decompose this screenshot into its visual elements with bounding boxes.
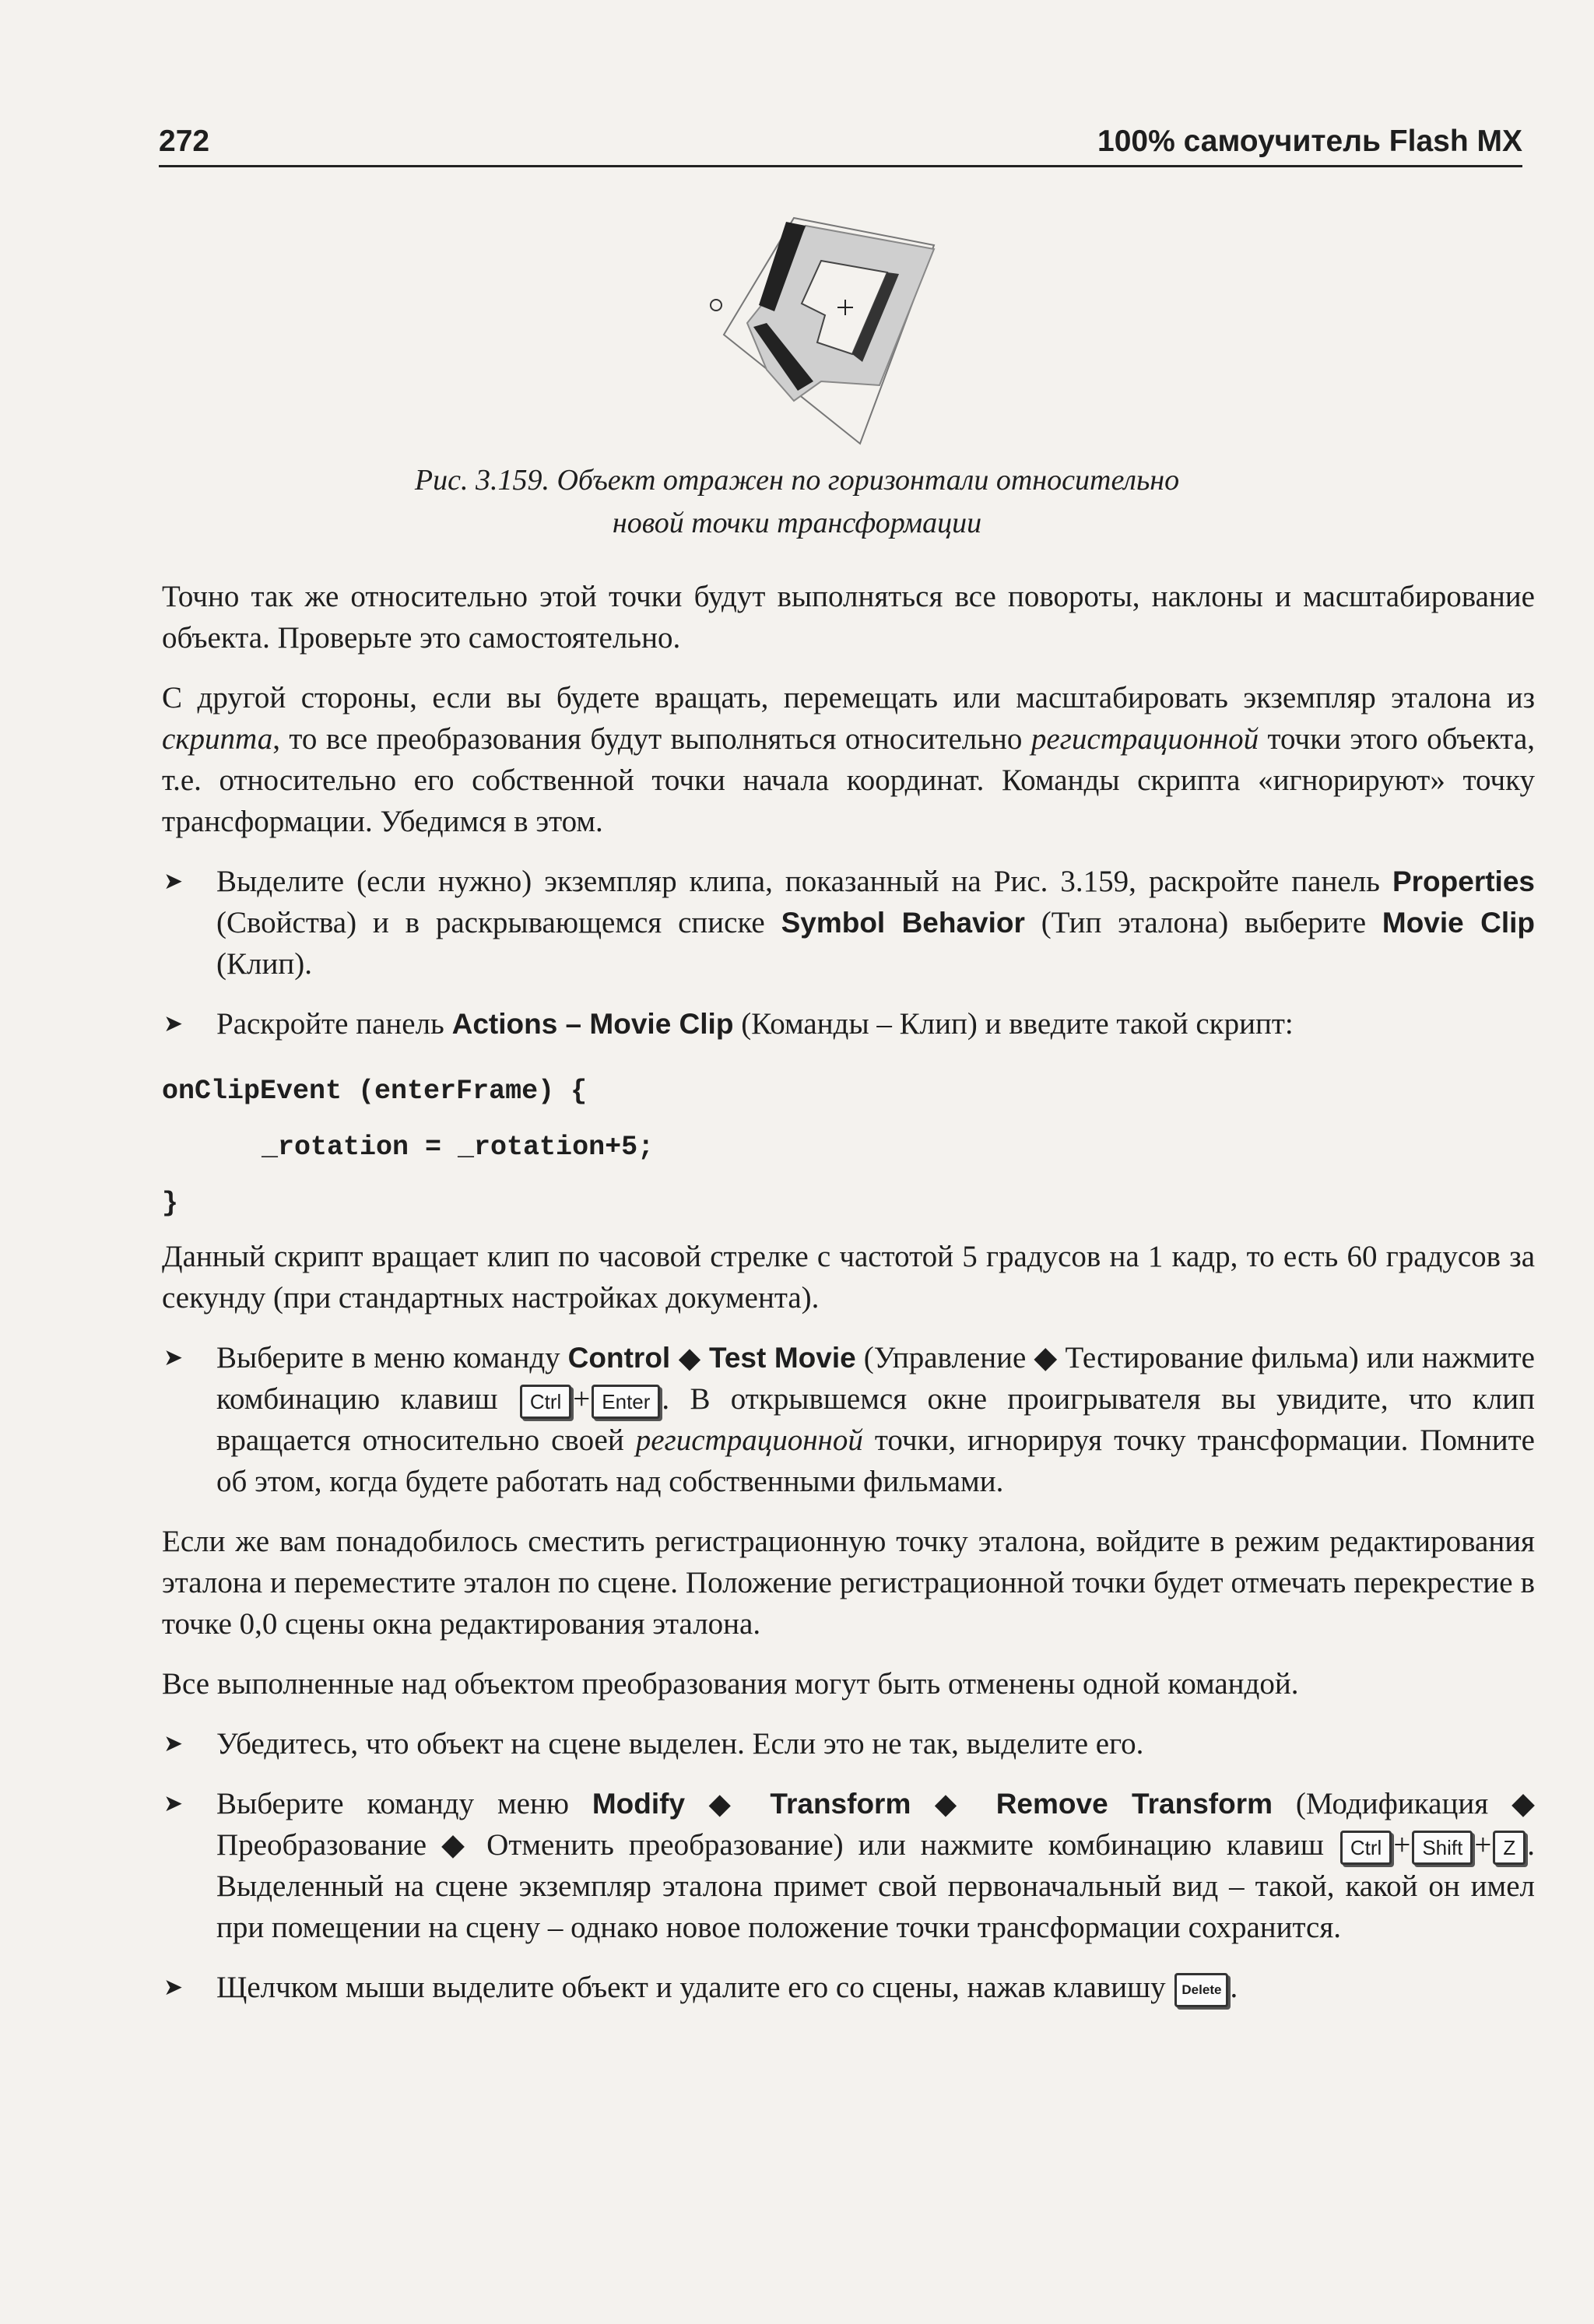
bullet-item-1: ➤ Выделите (если нужно) экземпляр клипа, показанный на Рис. 3.159, раскройте панель Properties (Свойства) и в раскрывающемся списке Symbol Behavior (Тип эталона) выберите Movie Clip (Клип). bbox=[162, 861, 1535, 985]
code-line-3: } bbox=[162, 1188, 179, 1219]
delete-key-icon: Delete bbox=[1174, 1973, 1228, 2007]
transformation-point bbox=[711, 300, 722, 311]
ctrl-key-icon: Ctrl bbox=[1340, 1831, 1392, 1865]
code-line-1: onClipEvent (enterFrame) { bbox=[162, 1076, 588, 1107]
page-header bbox=[159, 117, 1522, 167]
bullet-item-6: ➤ Щелчком мыши выделите объект и удалите его со сцены, нажав клавишу Delete . bbox=[162, 1967, 1535, 2008]
caption-line-2: новой точки трансформации bbox=[612, 507, 982, 539]
bullet-item-4: ➤ Убедитесь, что объект на сцене выделен. Если это не так, выделите его. bbox=[162, 1723, 1535, 1764]
bullet-arrow-icon: ➤ bbox=[163, 868, 184, 895]
enter-key-icon: Enter bbox=[592, 1385, 660, 1419]
bullet-arrow-icon: ➤ bbox=[163, 1974, 184, 2001]
figure-reflected-object bbox=[700, 187, 996, 451]
bullet-arrow-icon: ➤ bbox=[163, 1344, 184, 1371]
bullet-arrow-icon: ➤ bbox=[163, 1730, 184, 1757]
paragraph-5: Все выполненные над объектом преобразования могут быть отменены одной командой. bbox=[162, 1667, 1299, 1701]
paragraph-4: Если же вам понадобилось сместить регистрационную точку эталона, войдите в режим редактирования эталона и переместите эталон по сцене. Положение регистрационной точки будет отмечать перекрестие в точке 0,0 сцены окна редактирования эталона. bbox=[162, 1525, 1535, 1641]
page-number: 272 bbox=[159, 125, 210, 158]
figure-caption bbox=[296, 459, 1298, 545]
bullet-arrow-icon: ➤ bbox=[163, 1010, 184, 1037]
bullet-item-2: ➤ Раскройте панель Actions – Movie Clip (Команды – Клип) и введите такой скрипт: bbox=[162, 1003, 1535, 1044]
bullet-arrow-icon: ➤ bbox=[163, 1790, 184, 1817]
code-block bbox=[162, 1063, 1535, 1231]
caption-line-1: Рис. 3.159. Объект отражен по горизонтали относительно bbox=[414, 464, 1180, 497]
shift-key-icon: Shift bbox=[1412, 1831, 1473, 1865]
paragraph-2: С другой стороны, если вы будете вращать, перемещать или масштабировать экземпляр эталона из скрипта, то все преобразования будут выполняться относительно регистрационной точки этого объекта, т.е. относительно его собственной точки начала координат. Команды скрипта «игнорируют» точку трансформации. Убедимся в этом. bbox=[162, 681, 1535, 838]
bullet-item-5: ➤ Выберите команду меню Modify ◆ Transform ◆ Remove Transform (Модификация ◆ Преобразование ◆ Отменить преобразование) или нажмите комбинацию клавиш Ctrl + Shift + Z . Выделенный на сцене экземпляр эталона примет свой первоначальный вид – такой, какой он имел при помещении на сцену – однако новое положение точки трансформации сохранится. bbox=[162, 1783, 1535, 1948]
page-body bbox=[162, 576, 1535, 2027]
running-title: 100% самоучитель Flash MX bbox=[1097, 125, 1522, 158]
paragraph-1: Точно так же относительно этой точки будут выполняться все повороты, наклоны и масштабирование объекта. Проверьте это самостоятельно. bbox=[162, 580, 1535, 655]
code-line-2: _rotation = _rotation+5; bbox=[262, 1132, 655, 1163]
ctrl-key-icon: Ctrl bbox=[520, 1385, 571, 1419]
paragraph-3: Данный скрипт вращает клип по часовой стрелке с частотой 5 градусов на 1 кадр, то есть 60 градусов за секунду (при стандартных настройках документа). bbox=[162, 1240, 1535, 1315]
bullet-item-3: ➤ Выберите в меню команду Control ◆ Test Movie (Управление ◆ Тестирование фильма) или нажмите комбинацию клавиш Ctrl + Enter . В открывшемся окне проигрывателя вы увидите, что клип вращается относительно своей регистрационной точки, игнорируя точку трансформации. Помните об этом, когда будете работать над собственными фильмами. bbox=[162, 1337, 1535, 1502]
z-key-icon: Z bbox=[1493, 1831, 1526, 1865]
